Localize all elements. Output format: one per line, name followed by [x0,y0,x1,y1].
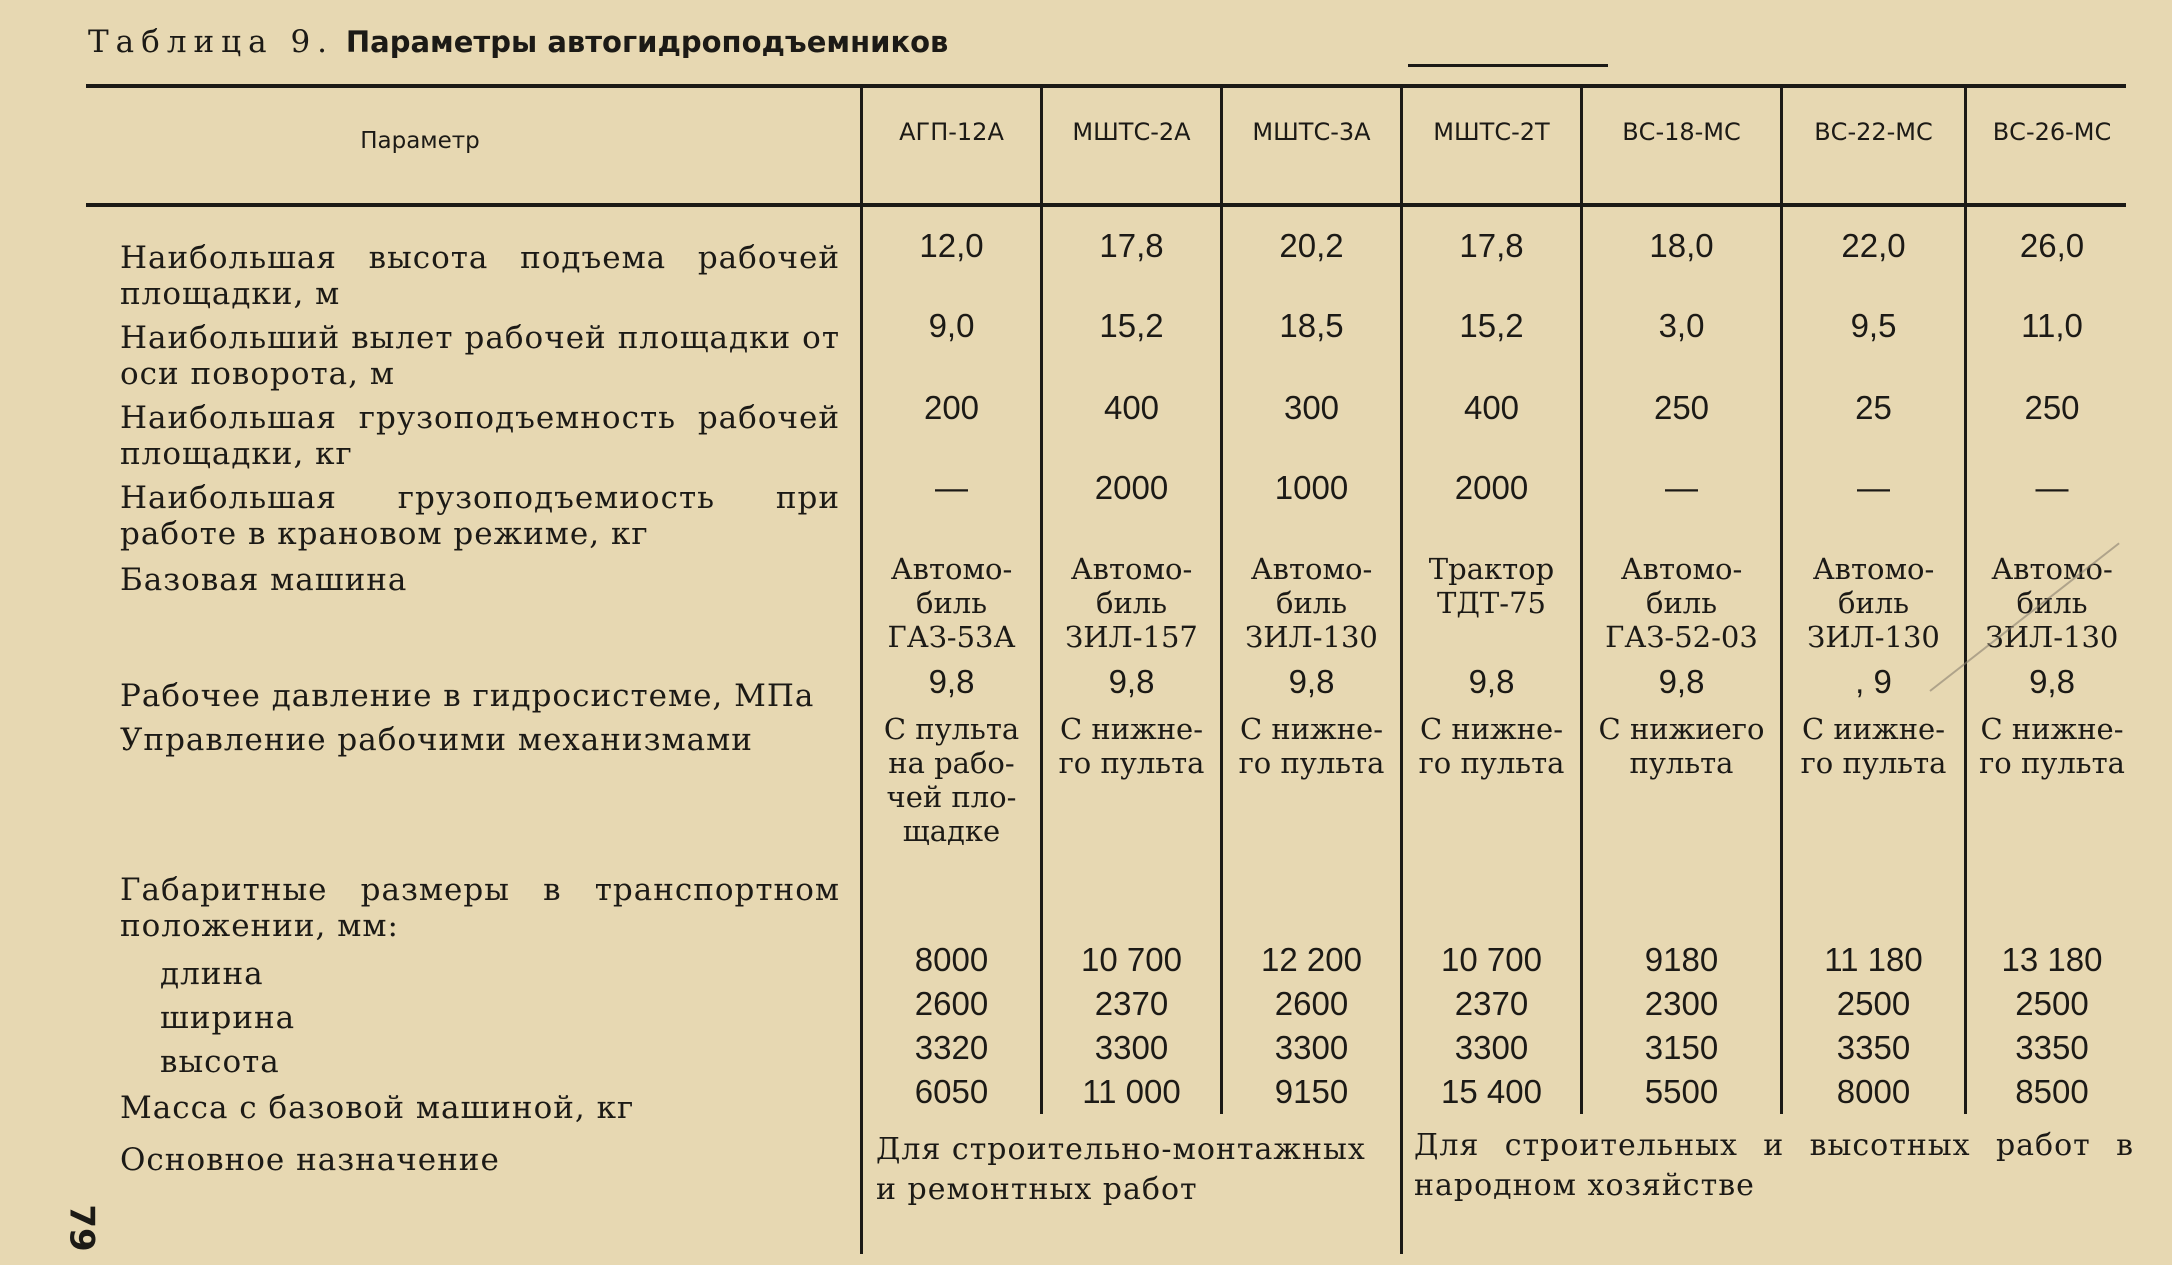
column-rule [1040,84,1043,1114]
row-label-width: ширина [160,1000,296,1036]
value-cell-reach: 18,5 [1279,307,1344,344]
value-cell-reach: 15,2 [1099,307,1164,344]
value-cell-height: 17,8 [1459,227,1524,264]
value-cell-capacity: 250 [2024,389,2080,426]
value-cell-length: 10 700 [1081,941,1182,978]
model-header: АГП-12А [899,118,1004,146]
row-label-length: длина [160,956,264,992]
value-cell-pressure: 9,8 [1468,663,1515,700]
value-cell-capacity: 200 [923,389,980,426]
value-cell-width: 2500 [1836,985,1911,1022]
value-cell-control: С нижне- го пульта [1979,712,2125,780]
value-cell-crane: — [2035,469,2069,506]
value-cell-length: 13 180 [2001,941,2103,978]
row-label-dims: Габаритные размеры в транспортном положении, мм: [120,872,840,944]
row-label-base: Базовая машина [120,562,408,598]
value-cell-pressure: 9,8 [1288,663,1335,700]
value-cell-mass: 5500 [1644,1073,1719,1110]
value-cell-pressure: 9,8 [2029,663,2075,700]
value-cell-height: 12,0 [919,227,984,264]
value-cell-mass: 8500 [2015,1073,2089,1110]
value-cell-mass: 9150 [1274,1073,1349,1110]
value-cell-mass: 15 400 [1441,1073,1542,1110]
value-cell-length: 11 180 [1824,941,1923,978]
row-label-pressure: Рабочее давление в гидросистеме, МПа [120,678,815,714]
value-cell-height: 18,0 [1649,227,1714,264]
column-rule [1400,84,1403,1254]
row-label-height: Наибольшая высота подъема рабочей площадки, м [120,240,840,312]
caption-number: Таблица 9. [88,24,335,60]
value-cell-mass: 8000 [1836,1073,1911,1110]
value-cell-crane: — [1665,469,1698,506]
model-header: ВС-18-МС [1622,118,1741,146]
value-cell-length: 12 200 [1261,941,1362,978]
value-cell-crane: 2000 [1454,469,1529,506]
value-cell-capacity: 25 [1855,389,1892,426]
header-tick-left [1408,64,1608,67]
value-cell-tall: 3350 [2015,1029,2089,1066]
value-cell-capacity: 300 [1283,389,1340,426]
value-cell-width: 2370 [1094,985,1169,1022]
value-cell-crane: 1000 [1274,469,1349,506]
value-cell-tall: 3320 [914,1029,989,1066]
value-cell-crane: 2000 [1094,469,1169,506]
value-cell-control: С нижне- го пульта [1058,712,1205,780]
value-cell-base: Трактор ТДТ-75 [1428,552,1555,620]
value-cell-control: С нижиего пульта [1598,712,1765,780]
row-label-capacity: Наибольшая грузоподъемность рабочей площадки, кг [120,400,840,472]
value-cell-mass: 11 000 [1082,1073,1181,1110]
value-cell-control: С нижне- го пульта [1418,712,1565,780]
row-label-control: Управление рабочими механизмами [120,722,753,758]
value-cell-reach: 15,2 [1459,307,1524,344]
model-header: ВС-26-МС [1992,118,2112,146]
value-cell-tall: 3350 [1836,1029,1911,1066]
value-cell-tall: 3300 [1094,1029,1169,1066]
value-cell-width: 2600 [914,985,989,1022]
value-cell-height: 22,0 [1841,227,1906,264]
value-cell-capacity: 400 [1103,389,1160,426]
row-label-crane: Наибольшая грузоподъемиость при работе в крановом режиме, кг [120,480,840,552]
value-cell-tall: 3300 [1454,1029,1529,1066]
value-cell-base: Автомо- биль ГАЗ-52-03 [1605,552,1758,654]
value-cell-base: Автомо- биль ЗИЛ-130 [1807,552,1940,654]
value-cell-base: Автомо- биль ЗИЛ-130 [1245,552,1378,654]
value-cell-length: 8000 [914,941,989,978]
value-cell-width: 2500 [2015,985,2089,1022]
value-cell-base: Автомо- биль ГАЗ-53А [887,552,1016,654]
column-rule [1780,84,1783,1114]
page-number: 79 [61,1204,102,1252]
value-cell-tall: 3300 [1274,1029,1349,1066]
parameter-header: Параметр [360,128,480,154]
value-cell-crane: — [935,469,968,506]
purpose-group-2: Для строительных и высотных работ в народном хозяйстве [1414,1128,2134,1203]
value-cell-tall: 3150 [1644,1029,1719,1066]
model-header: МШТС-2А [1072,118,1191,146]
value-cell-control: С пульта на рабо- чей пло- щадке [883,712,1020,848]
caption-title: Параметры автогидроподъемников [345,25,949,59]
row-label-tall: высота [160,1044,280,1080]
value-cell-capacity: 250 [1653,389,1710,426]
row-label-mass: Масса с базовой машиной, кг [120,1090,635,1126]
value-cell-reach: 11,0 [2021,307,2083,344]
table-caption [88,24,948,60]
column-rule [1964,84,1967,1114]
value-cell-height: 17,8 [1099,227,1164,264]
value-cell-pressure: 9,8 [928,663,975,700]
column-rule [1220,84,1223,1114]
value-cell-reach: 9,0 [928,307,975,344]
value-cell-reach: 3,0 [1658,307,1705,344]
value-cell-width: 2300 [1644,985,1719,1022]
value-cell-mass: 6050 [914,1073,989,1110]
value-cell-capacity: 400 [1463,389,1520,426]
model-header: МШТС-2Т [1433,118,1550,146]
row-label-reach: Наибольший вылет рабочей площадки от оси поворота, м [120,320,840,392]
value-cell-pressure: 9,8 [1658,663,1705,700]
column-rule [1580,84,1583,1114]
value-cell-pressure: 9,8 [1108,663,1155,700]
value-cell-length: 10 700 [1441,941,1542,978]
value-cell-width: 2600 [1274,985,1349,1022]
value-cell-base: Автомо- биль ЗИЛ-130 [1985,552,2119,654]
top-rule [86,84,2126,88]
model-header: ВС-22-МС [1814,118,1933,146]
value-cell-control: С нижне- го пульта [1238,712,1385,780]
value-cell-control: С иижне- го пульта [1800,712,1947,780]
row-label-purpose: Основное назначение [120,1142,500,1178]
value-cell-height: 20,2 [1279,227,1344,264]
value-cell-crane: — [1857,469,1890,506]
value-cell-width: 2370 [1454,985,1529,1022]
header-rule [86,203,2126,207]
model-header: МШТС-3А [1252,118,1371,146]
value-cell-height: 26,0 [2019,227,2085,264]
value-cell-reach: 9,5 [1850,307,1897,344]
purpose-group-1: Для строительно-монтажных и ремонтных работ [876,1132,1366,1207]
value-cell-pressure: , 9 [1855,663,1892,700]
value-cell-length: 9180 [1644,941,1719,978]
value-cell-base: Автомо- биль ЗИЛ-157 [1065,552,1198,654]
